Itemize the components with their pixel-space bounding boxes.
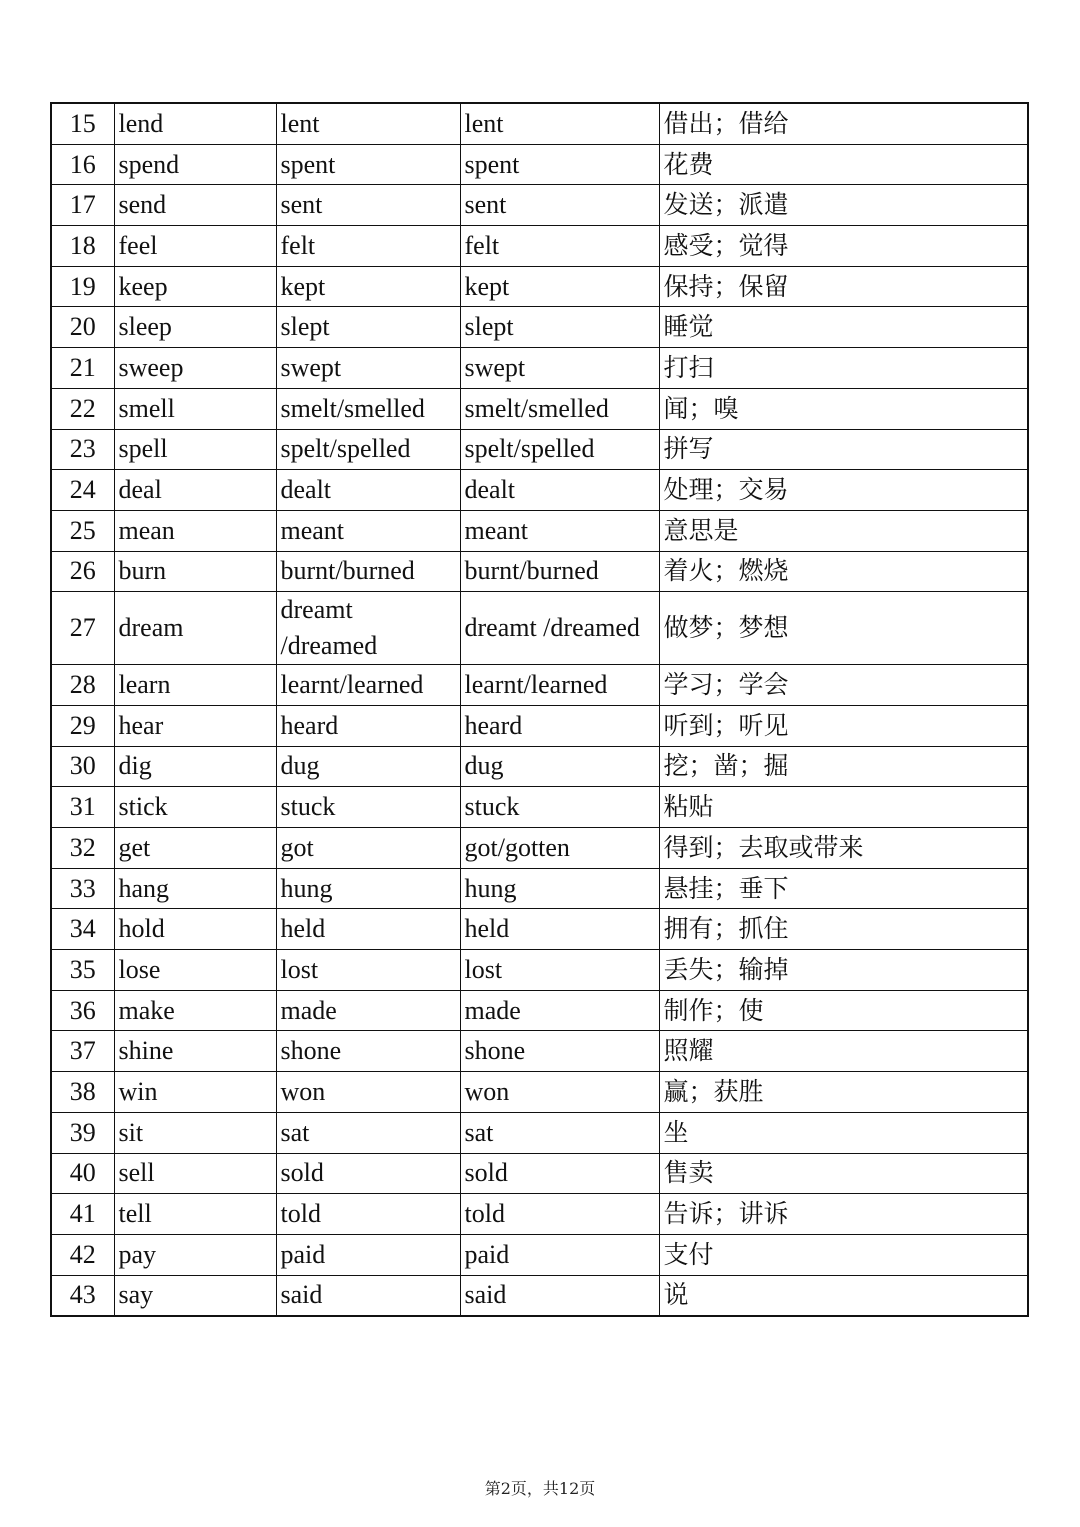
base-form-cell: win [114,1072,276,1113]
row-number: 34 [51,909,114,950]
table-row [51,909,1028,950]
chinese-meaning-cell: 赢；获胜 [659,1072,1028,1113]
row-number: 32 [51,828,114,869]
chinese-meaning-cell: 制作；使 [659,990,1028,1031]
row-number: 37 [51,1031,114,1072]
past-participle-cell: learnt/learned [460,665,659,706]
table-row [51,551,1028,592]
past-participle-cell: stuck [460,787,659,828]
table-row [51,185,1028,226]
past-tense-cell: kept [276,266,460,307]
base-form-cell: dream [114,592,276,665]
past-participle-cell: spelt/spelled [460,429,659,470]
row-number: 18 [51,226,114,267]
past-tense-cell: said [276,1275,460,1316]
past-tense-cell: sent [276,185,460,226]
base-form-cell: lose [114,950,276,991]
past-tense-cell: stuck [276,787,460,828]
table-row [51,990,1028,1031]
past-tense-cell: sat [276,1112,460,1153]
chinese-meaning-cell: 得到；去取或带来 [659,828,1028,869]
chinese-meaning-cell: 学习；学会 [659,665,1028,706]
row-number: 42 [51,1234,114,1275]
base-form-cell: stick [114,787,276,828]
past-participle-cell: got/gotten [460,828,659,869]
table-row [51,1112,1028,1153]
past-tense-cell: lent [276,103,460,144]
table-row [51,828,1028,869]
chinese-meaning-cell: 发送；派遣 [659,185,1028,226]
chinese-meaning-cell: 说 [659,1275,1028,1316]
past-participle-cell: slept [460,307,659,348]
irregular-verb-table [50,102,1029,1317]
base-form-cell: get [114,828,276,869]
row-number: 26 [51,551,114,592]
row-number: 25 [51,510,114,551]
row-number: 29 [51,705,114,746]
past-participle-cell: sat [460,1112,659,1153]
base-form-cell: make [114,990,276,1031]
row-number: 17 [51,185,114,226]
past-participle-cell: sold [460,1153,659,1194]
row-number: 22 [51,388,114,429]
past-participle-cell: meant [460,510,659,551]
row-number: 19 [51,266,114,307]
row-number: 35 [51,950,114,991]
chinese-meaning-cell: 坐 [659,1112,1028,1153]
past-participle-cell: smelt/smelled [460,388,659,429]
chinese-meaning-cell: 悬挂；垂下 [659,868,1028,909]
table-row [51,1031,1028,1072]
table-row [51,592,1028,665]
past-tense-cell: got [276,828,460,869]
table-row [51,226,1028,267]
row-number: 33 [51,868,114,909]
chinese-meaning-cell: 意思是 [659,510,1028,551]
table-row [51,705,1028,746]
base-form-cell: hold [114,909,276,950]
past-participle-cell: heard [460,705,659,746]
row-number: 30 [51,746,114,787]
chinese-meaning-cell: 丢失；输掉 [659,950,1028,991]
past-participle-cell: held [460,909,659,950]
past-participle-cell: felt [460,226,659,267]
row-number: 39 [51,1112,114,1153]
past-participle-cell: kept [460,266,659,307]
past-participle-cell: said [460,1275,659,1316]
past-participle-cell: dealt [460,470,659,511]
table-row [51,266,1028,307]
row-number: 43 [51,1275,114,1316]
chinese-meaning-cell: 借出；借给 [659,103,1028,144]
past-tense-cell: felt [276,226,460,267]
base-form-cell: mean [114,510,276,551]
past-participle-cell: burnt/burned [460,551,659,592]
table-row [51,1153,1028,1194]
past-tense-cell: spent [276,144,460,185]
chinese-meaning-cell: 粘贴 [659,787,1028,828]
base-form-cell: smell [114,388,276,429]
table-row [51,429,1028,470]
chinese-meaning-cell: 挖；凿；掘 [659,746,1028,787]
past-participle-cell: paid [460,1234,659,1275]
table-row [51,868,1028,909]
table-row [51,510,1028,551]
table-row [51,665,1028,706]
past-tense-cell: made [276,990,460,1031]
table-row [51,144,1028,185]
row-number: 23 [51,429,114,470]
row-number: 36 [51,990,114,1031]
base-form-cell: say [114,1275,276,1316]
row-number: 15 [51,103,114,144]
past-tense-cell: dreamt /dreamed [276,592,460,665]
table-row [51,307,1028,348]
base-form-cell: feel [114,226,276,267]
table-row [51,787,1028,828]
chinese-meaning-cell: 听到；听见 [659,705,1028,746]
base-form-cell: sleep [114,307,276,348]
base-form-cell: deal [114,470,276,511]
past-tense-cell: learnt/learned [276,665,460,706]
base-form-cell: pay [114,1234,276,1275]
table-row [51,388,1028,429]
base-form-cell: sell [114,1153,276,1194]
past-participle-cell: made [460,990,659,1031]
table-row [51,103,1028,144]
past-participle-cell: dug [460,746,659,787]
chinese-meaning-cell: 着火；燃烧 [659,551,1028,592]
past-tense-cell: dealt [276,470,460,511]
past-tense-cell: won [276,1072,460,1113]
past-tense-cell: hung [276,868,460,909]
base-form-cell: learn [114,665,276,706]
chinese-meaning-cell: 处理；交易 [659,470,1028,511]
base-form-cell: burn [114,551,276,592]
past-participle-cell: sent [460,185,659,226]
chinese-meaning-cell: 告诉；讲诉 [659,1194,1028,1235]
base-form-cell: tell [114,1194,276,1235]
past-tense-cell: smelt/smelled [276,388,460,429]
base-form-cell: sit [114,1112,276,1153]
past-tense-cell: slept [276,307,460,348]
past-tense-cell: paid [276,1234,460,1275]
chinese-meaning-cell: 做梦；梦想 [659,592,1028,665]
table-row [51,1194,1028,1235]
chinese-meaning-cell: 支付 [659,1234,1028,1275]
table-row [51,1234,1028,1275]
table-row [51,1275,1028,1316]
base-form-cell: spend [114,144,276,185]
table-row [51,746,1028,787]
chinese-meaning-cell: 打扫 [659,348,1028,389]
chinese-meaning-cell: 拼写 [659,429,1028,470]
base-form-cell: spell [114,429,276,470]
past-tense-cell: lost [276,950,460,991]
base-form-cell: hear [114,705,276,746]
base-form-cell: dig [114,746,276,787]
past-participle-cell: swept [460,348,659,389]
chinese-meaning-cell: 保持；保留 [659,266,1028,307]
base-form-cell: keep [114,266,276,307]
past-participle-cell: hung [460,868,659,909]
past-participle-cell: dreamt /dreamed [460,592,659,665]
table-row [51,348,1028,389]
page-number-footer: 第2页，共12页 [484,1479,596,1498]
table-row [51,950,1028,991]
past-tense-cell: burnt/burned [276,551,460,592]
row-number: 40 [51,1153,114,1194]
chinese-meaning-cell: 感受；觉得 [659,226,1028,267]
row-number: 41 [51,1194,114,1235]
base-form-cell: shine [114,1031,276,1072]
past-tense-cell: shone [276,1031,460,1072]
row-number: 21 [51,348,114,389]
past-participle-cell: shone [460,1031,659,1072]
chinese-meaning-cell: 闻；嗅 [659,388,1028,429]
past-participle-cell: won [460,1072,659,1113]
past-participle-cell: lent [460,103,659,144]
row-number: 38 [51,1072,114,1113]
base-form-cell: send [114,185,276,226]
past-tense-cell: held [276,909,460,950]
row-number: 31 [51,787,114,828]
past-tense-cell: told [276,1194,460,1235]
row-number: 27 [51,592,114,665]
past-tense-cell: swept [276,348,460,389]
past-tense-cell: sold [276,1153,460,1194]
base-form-cell: sweep [114,348,276,389]
past-tense-cell: heard [276,705,460,746]
past-tense-cell: meant [276,510,460,551]
row-number: 28 [51,665,114,706]
past-participle-cell: spent [460,144,659,185]
chinese-meaning-cell: 照耀 [659,1031,1028,1072]
past-participle-cell: lost [460,950,659,991]
table-row [51,1072,1028,1113]
chinese-meaning-cell: 拥有；抓住 [659,909,1028,950]
past-tense-cell: spelt/spelled [276,429,460,470]
base-form-cell: hang [114,868,276,909]
row-number: 16 [51,144,114,185]
row-number: 24 [51,470,114,511]
past-participle-cell: told [460,1194,659,1235]
table-row [51,470,1028,511]
verb-table-body [51,103,1028,1316]
past-tense-cell: dug [276,746,460,787]
base-form-cell: lend [114,103,276,144]
chinese-meaning-cell: 花费 [659,144,1028,185]
chinese-meaning-cell: 睡觉 [659,307,1028,348]
chinese-meaning-cell: 售卖 [659,1153,1028,1194]
row-number: 20 [51,307,114,348]
